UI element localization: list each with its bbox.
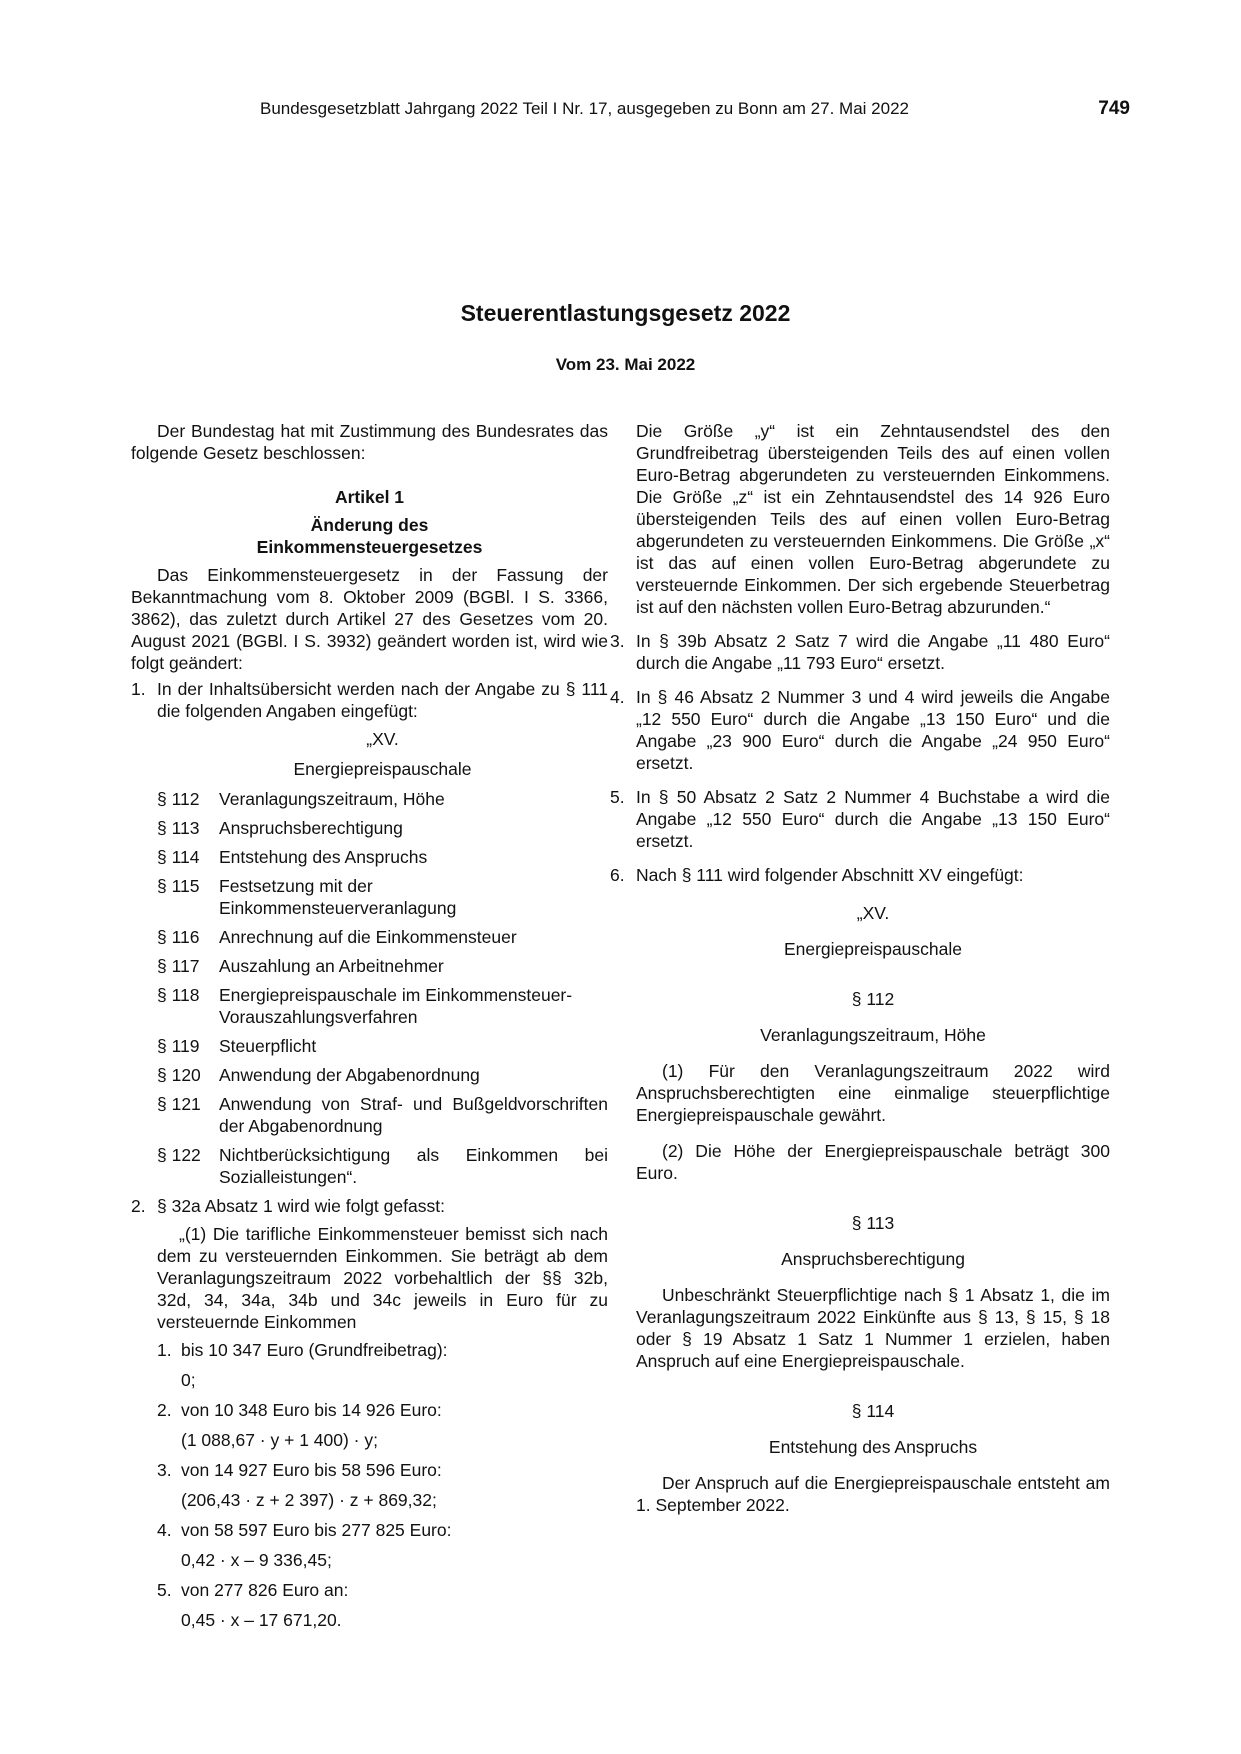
tariff-number: 2. [157, 1400, 172, 1420]
list-item-number: 5. [610, 787, 625, 807]
list-item-2 [131, 1195, 608, 1217]
paragraph-112-absatz-1: (1) Für den Veranlagungszeitraum 2022 wird Anspruchsberechtigten eine einmalige steuerpflichtige Energiepreispauschale gewährt. [636, 1061, 1110, 1125]
toc-entry-number: § 112 [157, 789, 200, 809]
list-item-number: 3. [610, 631, 625, 651]
toc-entry-number: § 122 [157, 1145, 201, 1165]
toc-entry [157, 1144, 608, 1188]
list-item-text: Nach § 111 wird folgender Abschnitt XV eingefügt: [636, 865, 1024, 885]
toc-entry-number: § 117 [157, 956, 200, 976]
article-title-line1: Änderung des [310, 515, 429, 535]
toc-entry [157, 1035, 608, 1057]
list-item-5 [610, 786, 1110, 852]
toc-entry-text: Veranlagungszeitraum, Höhe [219, 789, 445, 809]
toc-entry-number: § 116 [157, 927, 200, 947]
law-title-text: Steuerentlastungsgesetz 2022 [460, 300, 791, 326]
toc-entry-text: Festsetzung mit der Einkommensteuerveranlagung [219, 876, 457, 918]
toc-entry-number: § 118 [157, 985, 200, 1005]
list-item-text: In § 46 Absatz 2 Nummer 3 und 4 wird jeweils die Angabe „12 550 Euro“ durch die Angabe „13 150 Euro“ und die Angabe „23 900 Euro“ durch die Angabe „24 950 Euro“ ersetzt. [636, 687, 1110, 773]
tariff-range [157, 1399, 608, 1421]
paragraph-112-title: Veranlagungszeitraum, Höhe [760, 1025, 986, 1045]
list-item-text: In § 39b Absatz 2 Satz 7 wird die Angabe „11 480 Euro“ durch die Angabe „11 793 Euro“ ersetzt. [636, 631, 1110, 673]
paragraph-113-text: Unbeschränkt Steuerpflichtige nach § 1 Absatz 1, die im Veranlagungszeitraum 2022 Einkünfte aus § 13, § 15, § 18 oder § 19 Absatz 1 Satz 1 Nummer 1 erzielen, haben Anspruch auf eine Energiepreispauschale. [636, 1285, 1110, 1371]
toc-entry [157, 817, 608, 839]
paragraph-112-number: § 112 [851, 989, 895, 1009]
toc-entry-number: § 119 [157, 1036, 200, 1056]
toc-entry [157, 1064, 608, 1086]
tariff-formula: 0,45 · x – 17 671,20. [181, 1610, 342, 1630]
law-date [0, 355, 1241, 375]
toc-entry-number: § 120 [157, 1065, 201, 1085]
toc-entry-text: Entstehung des Anspruchs [219, 847, 428, 867]
toc-entry-text: Steuerpflicht [219, 1036, 317, 1056]
tariff-formula: (206,43 · z + 2 397) · z + 869,32; [181, 1490, 437, 1510]
paragraph-113-title: Anspruchsberechtigung [781, 1249, 965, 1269]
paragraph-114-text: Der Anspruch auf die Energiepreispauschale entsteht am 1. September 2022. [636, 1473, 1110, 1515]
article-intro: Das Einkommensteuergesetz in der Fassung der Bekanntmachung vom 8. Oktober 2009 (BGBl. I S. 3366, 3862), das zuletzt durch Artikel 27 des Gesetzes vom 20. August 2021 (BGBl. I S. 3932) geändert worden ist, wird wie folgt geändert: [131, 565, 608, 673]
list-item-number: 2. [131, 1196, 146, 1216]
toc-entry-text: Anwendung der Abgabenordnung [219, 1065, 480, 1085]
paragraph-114-title: Entstehung des Anspruchs [768, 1437, 978, 1457]
toc-entry-text: Nichtberücksichtigung als Einkommen bei Sozialleistungen“. [219, 1145, 608, 1187]
list-item-number: 4. [610, 687, 625, 707]
running-header [260, 98, 1130, 120]
left-column [131, 420, 608, 1631]
toc-entry-number: § 121 [157, 1094, 201, 1114]
tariff-formula: (1 088,67 · y + 1 400) · y; [181, 1430, 378, 1450]
toc-entry [157, 1093, 608, 1137]
article-title-line2: Einkommensteuergesetzes [256, 537, 483, 557]
tariff-number: 3. [157, 1460, 172, 1480]
paragraph-112-absatz-2: (2) Die Höhe der Energiepreispauschale beträgt 300 Euro. [636, 1141, 1110, 1183]
paragraph-113-number: § 113 [851, 1213, 895, 1233]
tariff-range [157, 1519, 608, 1541]
toc-entry-number: § 113 [157, 818, 200, 838]
running-title: Bundesgesetzblatt Jahrgang 2022 Teil I Nr. 17, ausgegeben zu Bonn am 27. Mai 2022 [260, 99, 909, 118]
article-heading: Artikel 1 [334, 487, 405, 507]
law-title [0, 300, 1241, 327]
right-column [610, 420, 1110, 1516]
list-item-number: 6. [610, 865, 625, 885]
toc-entry-text: Anwendung von Straf- und Bußgeldvorschriften der Abgabenordnung [219, 1094, 608, 1136]
list-item-1 [131, 678, 608, 722]
tariff-range-text: von 58 597 Euro bis 277 825 Euro: [181, 1520, 452, 1540]
toc-entry-text: Auszahlung an Arbeitnehmer [219, 956, 444, 976]
tariff-range [157, 1339, 608, 1361]
toc-entry-text: Anspruchsberechtigung [219, 818, 403, 838]
tariff-range-text: bis 10 347 Euro (Grundfreibetrag): [181, 1340, 448, 1360]
toc-section-title: Energiepreispauschale [293, 759, 472, 779]
toc-entry [157, 984, 608, 1028]
tariff-number: 5. [157, 1580, 172, 1600]
tariff-formula: 0,42 · x – 9 336,45; [181, 1550, 332, 1570]
toc-entry [157, 788, 608, 810]
law-date-text: Vom 23. Mai 2022 [555, 355, 696, 374]
tariff-continuation: Die Größe „y“ ist ein Zehntausendstel des den Grundfreibetrag übersteigenden Teils des auf einen vollen Euro-Betrag abgerundeten zu versteuernden Einkommens. Die Größe „z“ ist ein Zehntausendstel des 14 926 Euro übersteigenden Teils des auf einen vollen Euro-Betrag abgerundeten zu versteuernden Einkommens. Die Größe „x“ ist das auf einen vollen Euro-Betrag abgerundete zu versteuernde Einkommen. Der sich ergebende Steuerbetrag ist auf den nächsten vollen Euro-Betrag abzurunden.“ [636, 421, 1110, 617]
toc-entry [157, 875, 608, 919]
list-item-text: In § 50 Absatz 2 Satz 2 Nummer 4 Buchstabe a wird die Angabe „12 550 Euro“ durch die Angabe „13 150 Euro“ ersetzt. [636, 787, 1110, 851]
tariff-range-text: von 14 927 Euro bis 58 596 Euro: [181, 1460, 442, 1480]
tariff-range-text: von 277 826 Euro an: [181, 1580, 349, 1600]
section-title: Energiepreispauschale [783, 939, 963, 959]
list-item-3 [610, 630, 1110, 674]
toc-entry-text: Anrechnung auf die Einkommensteuer [219, 927, 517, 947]
section-number: „XV. [856, 903, 890, 923]
paragraph-114-number: § 114 [851, 1401, 895, 1421]
intro-paragraph: Der Bundestag hat mit Zustimmung des Bundesrates das folgende Gesetz beschlossen: [131, 421, 608, 463]
toc-entry-number: § 114 [157, 847, 200, 867]
tariff-list [131, 1339, 608, 1631]
tariff-range [157, 1459, 608, 1481]
toc-entry [157, 955, 608, 977]
tariff-formula: 0; [181, 1370, 196, 1390]
tariff-range-text: von 10 348 Euro bis 14 926 Euro: [181, 1400, 442, 1420]
tariff-quote: „(1) Die tarifliche Einkommensteuer bemisst sich nach dem zu versteuernden Einkommen. Sie beträgt ab dem Veranlagungszeitraum 2022 vorbehaltlich der §§ 32b, 32d, 34, 34a, 34b und 34c jeweils in Euro für zu versteuernde Einkommen [157, 1224, 608, 1332]
toc-entry [157, 846, 608, 868]
list-item-number: 1. [131, 679, 146, 699]
toc-entry [157, 926, 608, 948]
page-number: 749 [1098, 98, 1130, 119]
list-item-text: § 32a Absatz 1 wird wie folgt gefasst: [157, 1196, 445, 1216]
toc-section: „XV. [366, 729, 399, 749]
toc-entry-number: § 115 [157, 876, 200, 896]
list-item-4 [610, 686, 1110, 774]
list-item-text: In der Inhaltsübersicht werden nach der Angabe zu § 111 die folgenden Angaben eingefügt: [157, 679, 608, 721]
tariff-range [157, 1579, 608, 1601]
tariff-number: 1. [157, 1340, 172, 1360]
tariff-number: 4. [157, 1520, 172, 1540]
list-item-6 [610, 864, 1110, 886]
toc-entry-text: Energiepreispauschale im Einkommensteuer-Vorauszahlungsverfahren [219, 985, 573, 1027]
